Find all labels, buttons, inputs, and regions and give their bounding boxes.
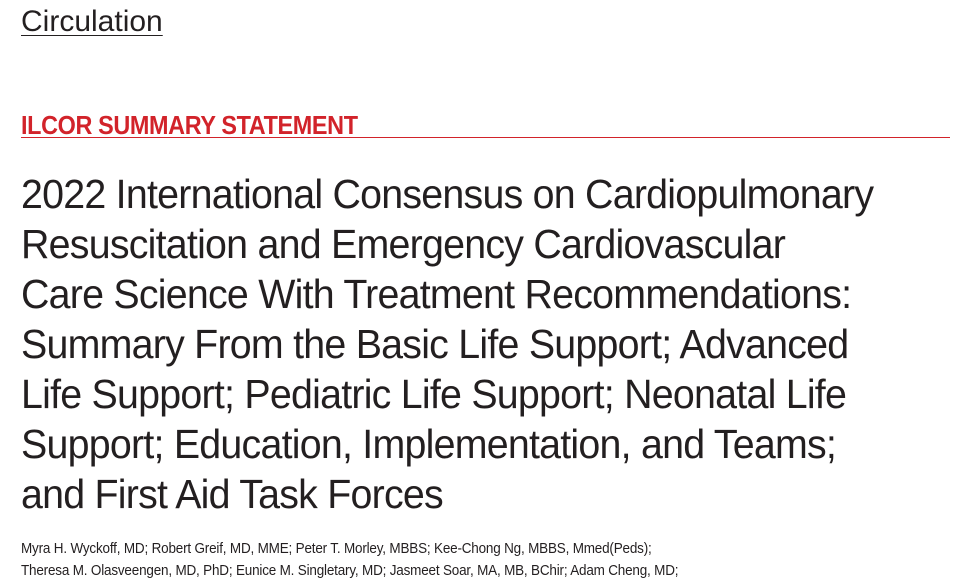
journal-name-link[interactable]: Circulation: [21, 5, 163, 38]
author-line: Theresa M. Olasveengen, MD, PhD; Eunice M. Singletary, MD; Jasmeet Soar, MA, MB, BChir; Adam Cheng, MD;: [21, 563, 679, 579]
section-divider: [21, 137, 950, 138]
title-line: Resuscitation and Emergency Cardiovascular: [21, 221, 786, 267]
section-label: ILCOR SUMMARY STATEMENT: [21, 110, 358, 140]
title-line: Support; Education, Implementation, and Teams;: [21, 421, 837, 467]
author-line: Myra H. Wyckoff, MD; Robert Greif, MD, MME; Peter T. Morley, MBBS; Kee-Chong Ng, MBBS, Mmed(Peds);: [21, 541, 652, 557]
article-title: [21, 169, 956, 519]
title-line: 2022 International Consensus on Cardiopulmonary: [21, 171, 874, 217]
title-line: Care Science With Treatment Recommendations:: [21, 271, 852, 317]
author-list: [21, 538, 728, 582]
title-line: Life Support; Pediatric Life Support; Neonatal Life: [21, 371, 847, 417]
title-line: Summary From the Basic Life Support; Advanced: [21, 321, 849, 367]
title-line: and First Aid Task Forces: [21, 471, 443, 517]
